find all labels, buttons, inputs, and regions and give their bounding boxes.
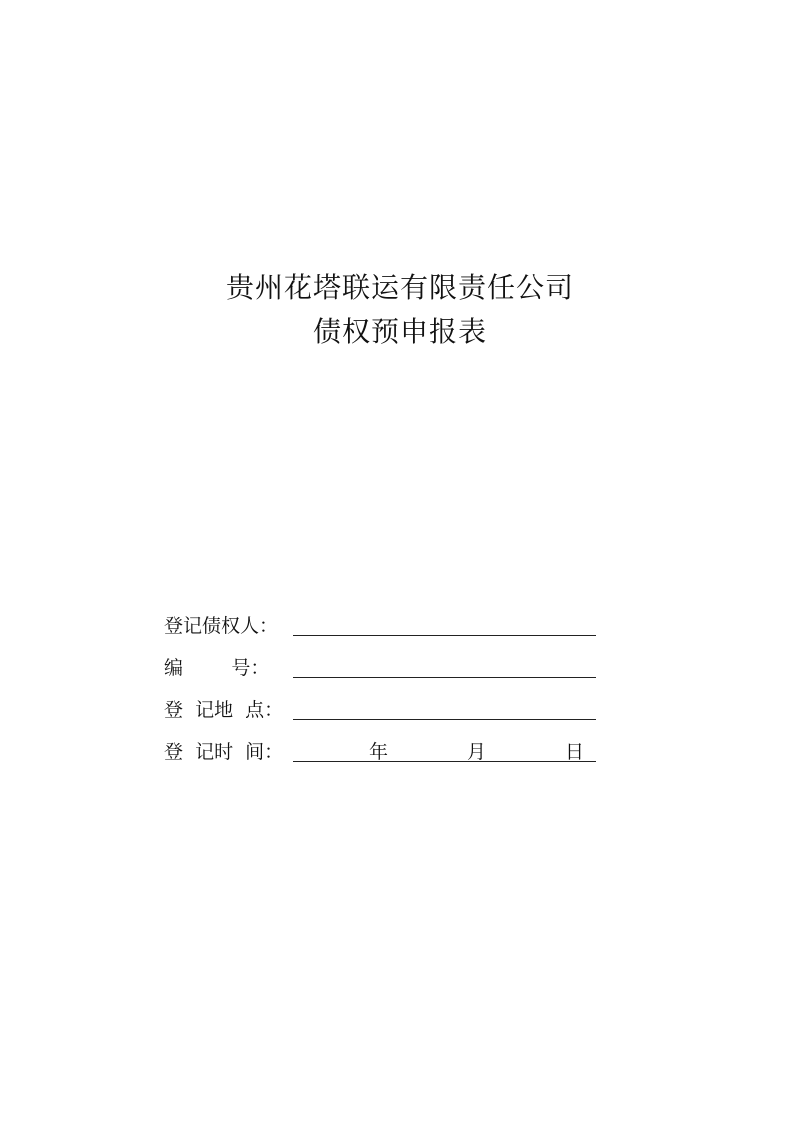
creditor-field[interactable] bbox=[293, 635, 596, 636]
registration-form bbox=[164, 606, 604, 774]
year-unit: 年 bbox=[369, 741, 389, 763]
time-label: 登 记时 间： bbox=[164, 741, 284, 763]
location-label: 登 记地 点： bbox=[164, 699, 284, 721]
month-unit: 月 bbox=[467, 741, 487, 763]
creditor-label: 登记债权人： bbox=[164, 615, 279, 637]
day-unit: 日 bbox=[565, 741, 585, 763]
location-row bbox=[164, 690, 604, 732]
creditor-row bbox=[164, 606, 604, 648]
location-field[interactable] bbox=[293, 719, 596, 720]
title-block bbox=[0, 266, 800, 354]
number-label: 编 号： bbox=[164, 657, 270, 679]
number-field[interactable] bbox=[293, 677, 596, 678]
company-title: 贵州花塔联运有限责任公司 bbox=[225, 271, 574, 304]
time-row bbox=[164, 732, 604, 774]
time-field[interactable] bbox=[293, 761, 596, 762]
form-title: 债权预申报表 bbox=[312, 315, 487, 348]
number-row bbox=[164, 648, 604, 690]
